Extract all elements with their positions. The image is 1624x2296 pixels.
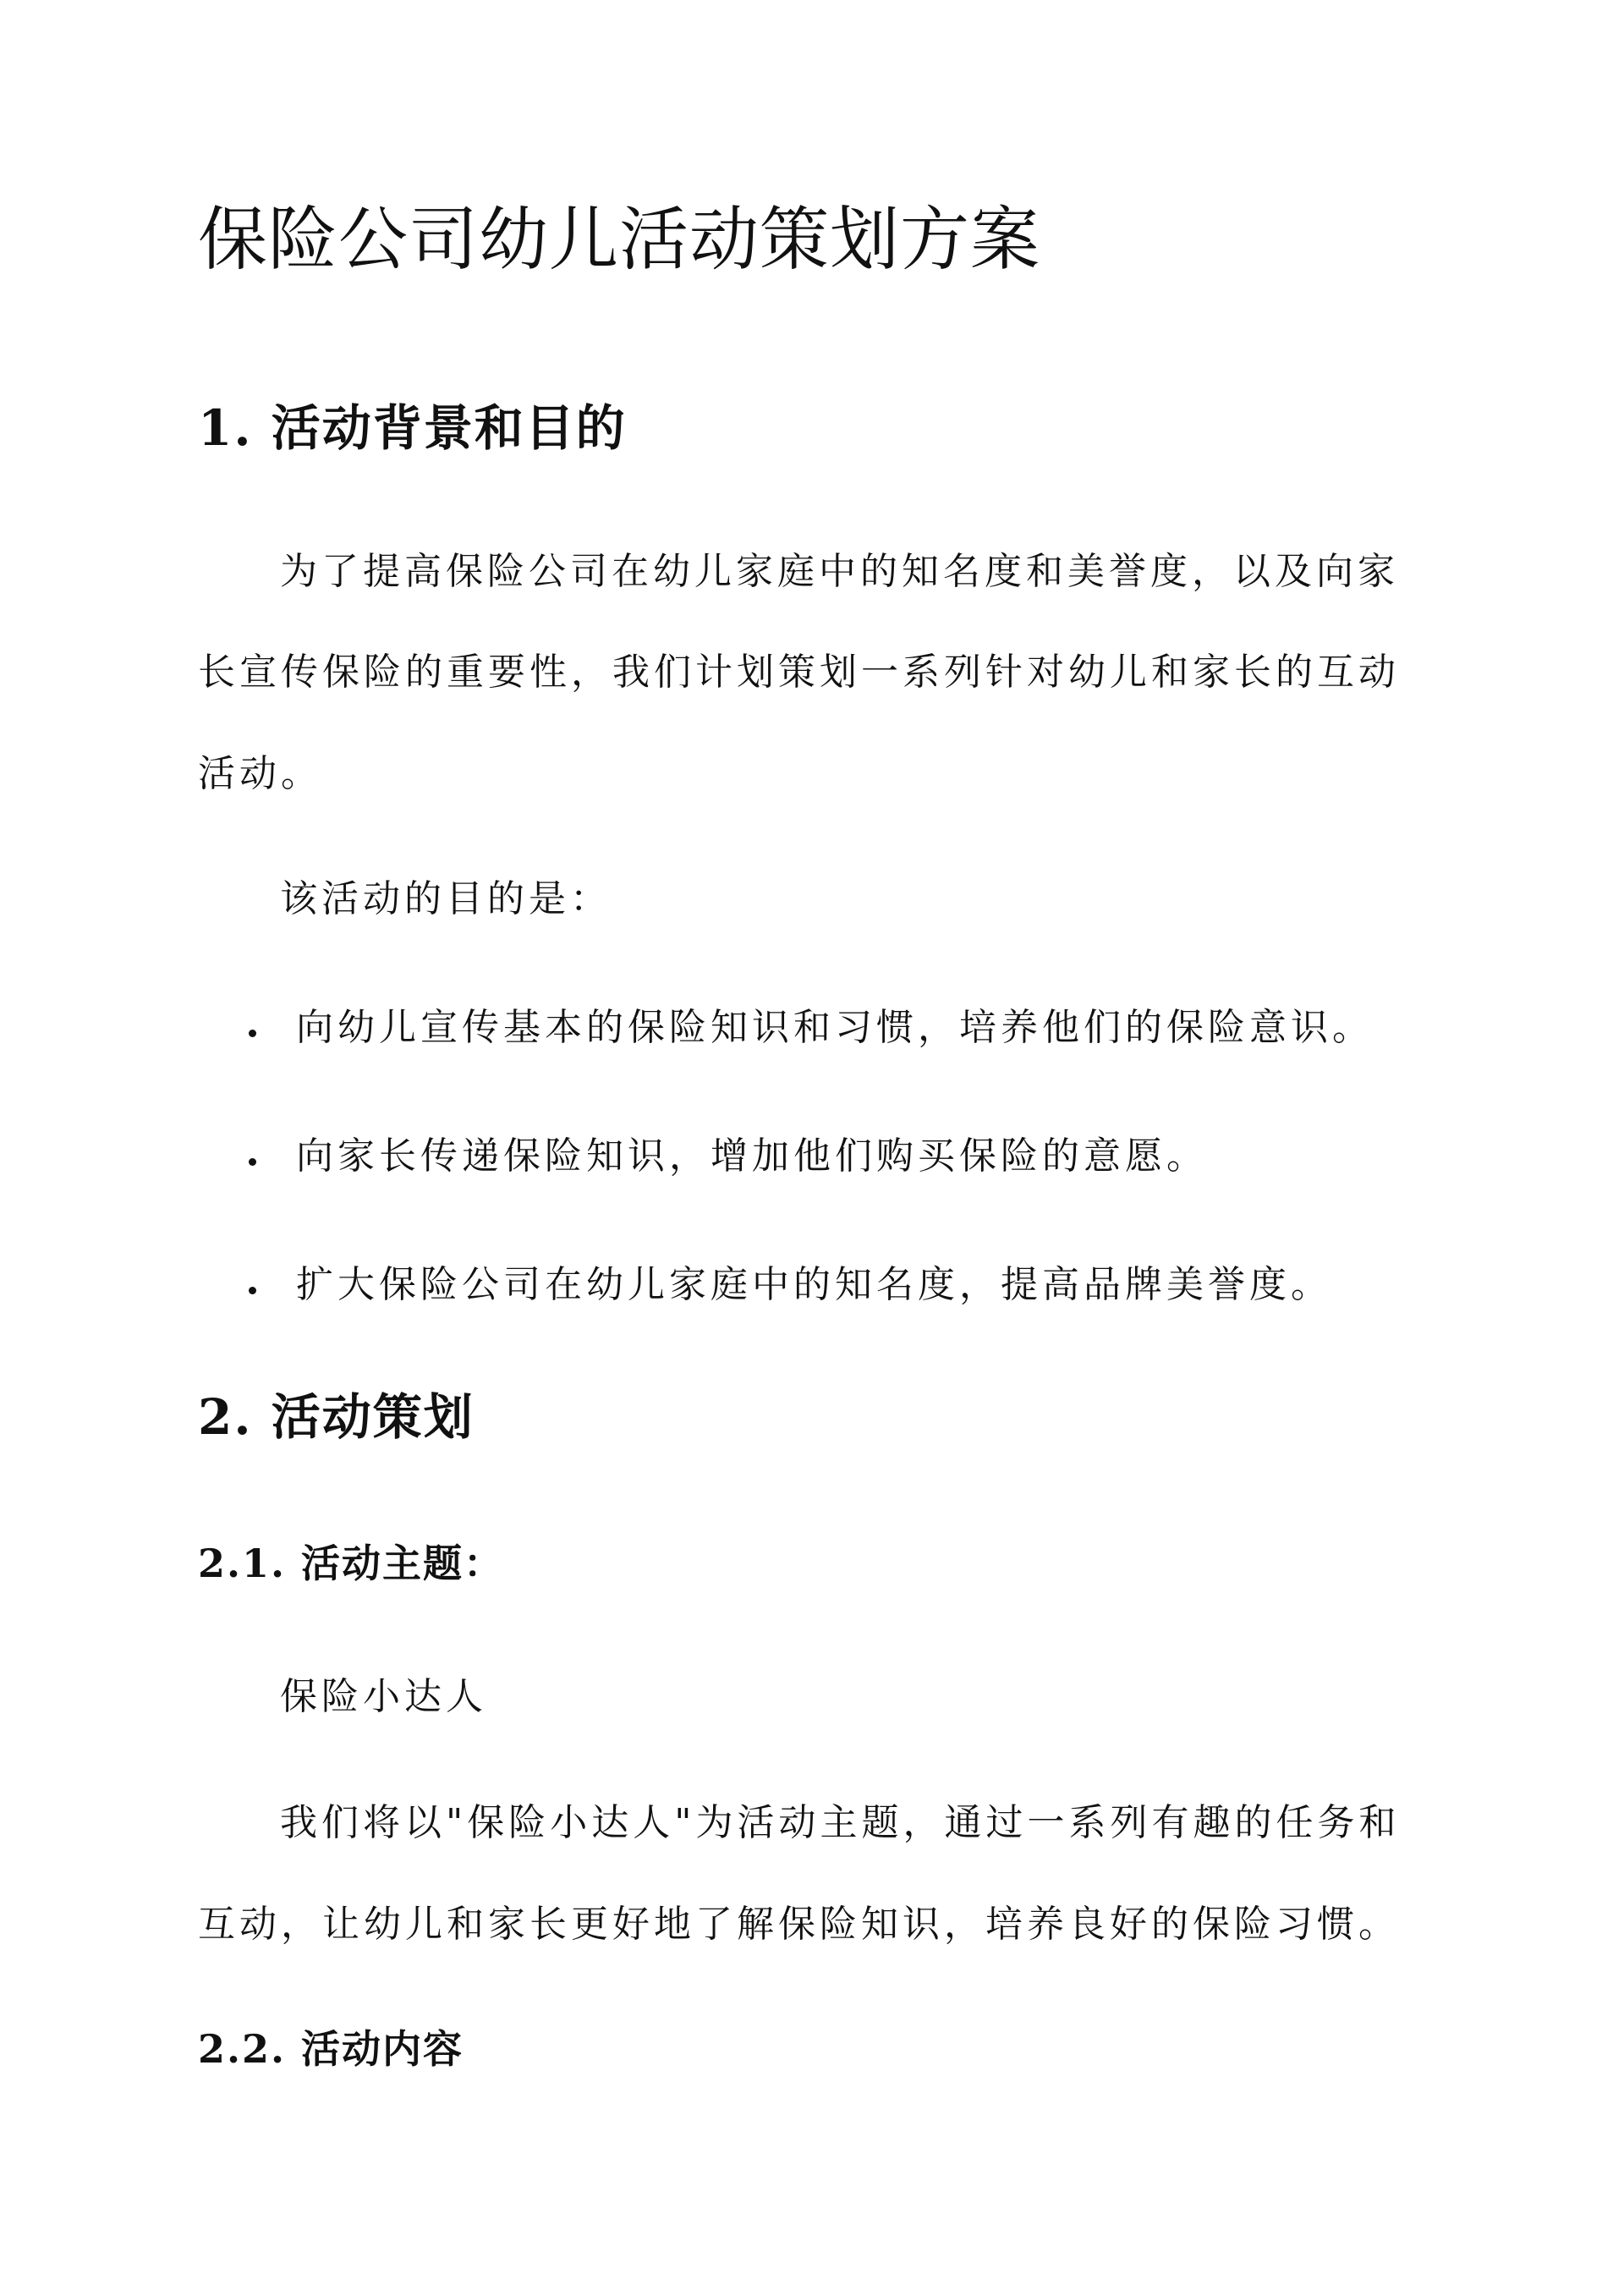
- theme-name: 保险小达人: [280, 1675, 487, 1718]
- bullet-dot: [249, 1158, 256, 1166]
- subsection-2-2-heading: 2.2. 活动内容: [198, 2026, 464, 2072]
- list-item: 扩大保险公司在幼儿家庭中的知名度，提高品牌美誉度。: [296, 1263, 1332, 1306]
- section-2-heading: 2. 活动策划: [198, 1388, 475, 1446]
- bullet-dot: [249, 1030, 256, 1037]
- list-item: 向幼儿宣传基本的保险知识和习惯，培养他们的保险意识。: [296, 1006, 1374, 1049]
- document-title: 保险公司幼儿活动策划方案: [198, 200, 1041, 280]
- purpose-intro: 该活动的目的是：: [280, 877, 612, 920]
- paragraph-line: 活动。: [198, 752, 322, 795]
- paragraph-line: 长宣传保险的重要性，我们计划策划一系列针对幼儿和家长的互动: [198, 651, 1400, 694]
- bullet-dot: [249, 1287, 256, 1294]
- paragraph-line: 为了提高保险公司在幼儿家庭中的知名度和美誉度，以及向家: [280, 550, 1399, 593]
- list-item: 向家长传递保险知识，增加他们购买保险的意愿。: [296, 1134, 1208, 1178]
- paragraph-line: 我们将以"保险小达人"为活动主题，通过一系列有趣的任务和: [280, 1801, 1401, 1844]
- paragraph-line: 互动，让幼儿和家长更好地了解保险知识，培养良好的保险习惯。: [198, 1903, 1400, 1946]
- subsection-2-1-heading: 2.1. 活动主题：: [198, 1541, 505, 1586]
- section-1-heading: 1. 活动背景和目的: [198, 399, 627, 457]
